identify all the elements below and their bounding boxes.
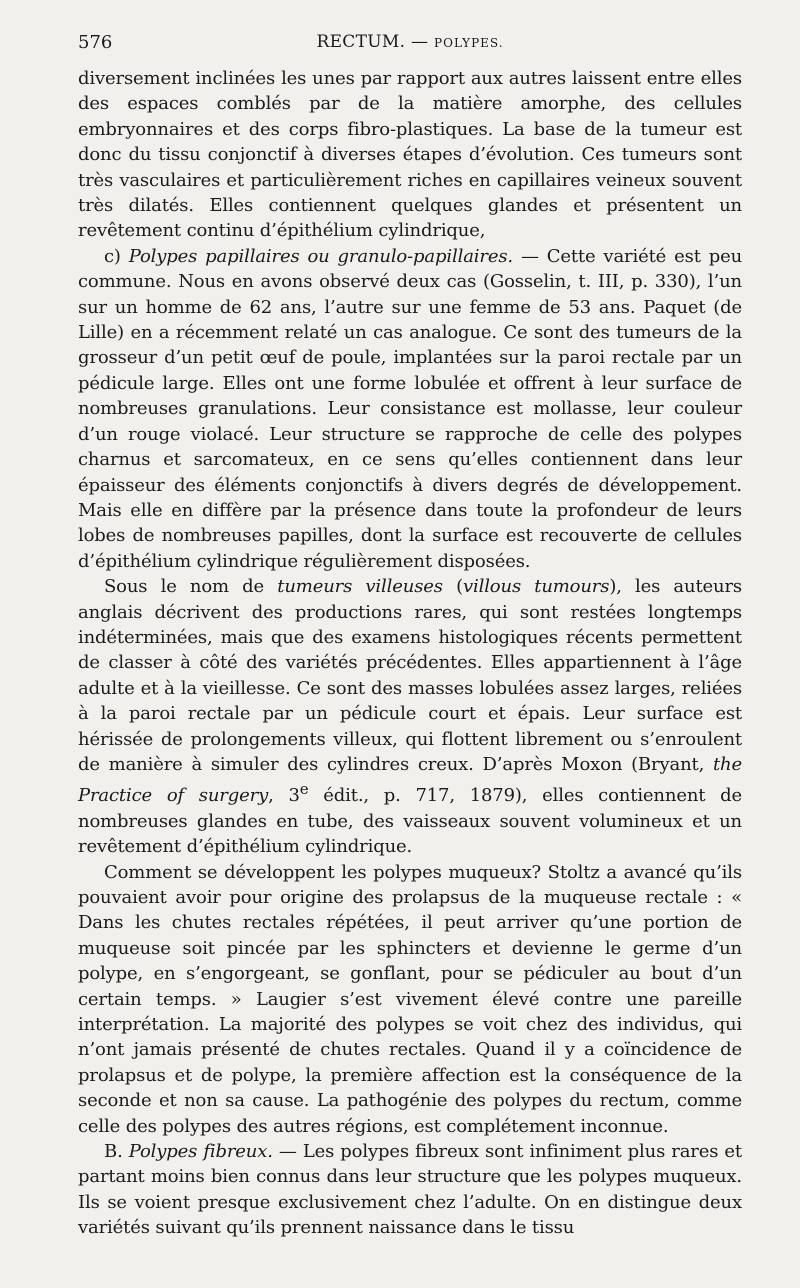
villous-text-4: , 3 xyxy=(268,785,300,807)
paragraph-papillary-polyps xyxy=(78,244,742,574)
body-text xyxy=(78,66,742,1241)
paragraph-continuation: diversement inclinées les unes par rapport aux autres laissent entre elles des espaces comblés par de la matière amorphe, des cellules embryonnaires et des corps fibro-plastiques. La base de la tumeur est donc du tissu conjonctif à diverses étapes d’évolution. Ces tumeurs sont très vasculaires et particulièrement riches en capillaires veineux souvent très dilatés. Elles contiennent quelques glandes et présentent un revêtement continu d’épithélium cylindrique, xyxy=(78,68,742,242)
section-title-fibrous: Polypes fibreux. xyxy=(128,1141,273,1163)
paragraph-fibrous-polyps xyxy=(78,1139,742,1241)
paragraph-development: Comment se développent les polypes muqueux? Stoltz a avancé qu’ils pouvaient avoir pour origine des prolapsus de la muqueuse rectale : « Dans les chutes rectales répétées, il peut arriver qu’une portion de muqueuse soit pincée par les sphincters et devienne le germe d’un polype, en s’engorgeant, se gonflant, pour se pédiculer au bout d’un certain temps. » Laugier s’est vivement élevé contre une pareille interprétation. La majorité des polypes se voit chez des individus, qui n’ont jamais présenté de chutes rectales. Quand il y a coïncidence de prolapsus et de polype, la première affection est la conséquence de la seconde et non sa cause. La pathogénie des polypes du rectum, comme celle des polypes des autres régions, est complétement inconnue. xyxy=(78,861,742,1137)
villous-term-fr: tumeurs villeuses xyxy=(277,576,443,598)
running-head-title: RECTUM. xyxy=(316,32,406,52)
running-head-subtitle: POLYPES. xyxy=(434,36,504,50)
section-label-c: c) xyxy=(104,245,121,267)
page-number: 576 xyxy=(78,32,113,53)
section-label-b: B. xyxy=(104,1141,123,1163)
villous-term-en: villous tumours xyxy=(462,576,610,598)
villous-text-1: Sous le nom de xyxy=(104,576,278,598)
villous-text-5: édit., p. 717, 1879), elles contiennent de nombreuses glandes en tube, des vaisseaux souvent volumineux et un revêtement d’épithélium cylindrique. xyxy=(78,785,742,858)
paragraph-papillary-body: — Cette variété est peu commune. Nous en avons observé deux cas (Gosselin, t. III, p. 330), l’un sur un homme de 62 ans, l’autre sur une femme de 53 ans. Paquet (de Lille) en a récemment relaté un cas analogue. Ce sont des tumeurs de la grosseur d’un petit œuf de poule, implantées sur la paroi rectale par un pédicule large. Elles ont une forme lobulée et offrent à leur surface de nombreuses granulations. Leur consistance est mollasse, leur couleur d’un rouge violacé. Leur structure se rapproche de celle des polypes charnus et sarcomateux, en ce sens qu’elles contiennent dans leur épaisseur des éléments conjonctifs à divers degrés de développement. Mais elle en diffère par la présence dans toute la profondeur de leurs lobes de nombreuses papilles, dont la surface est recouverte de cellules d’épithélium cylindrique régulièrement disposées. xyxy=(78,245,743,572)
running-head-dash: — xyxy=(411,32,429,52)
villous-text-2: ( xyxy=(442,576,463,598)
paragraph-fibrous-body: — Les polypes fibreux sont infiniment plus rares et partant moins bien connus dans leur structure que les polypes muqueux. Ils se voient presque exclusivement chez l’adulte. On en distingue deux variétés suivant qu’ils prennent naissance dans le tissu xyxy=(78,1141,742,1239)
paragraph-villous-tumours xyxy=(78,574,742,859)
running-head xyxy=(78,32,742,52)
section-title-papillary: Polypes papillaires ou granulo-papillaires. xyxy=(128,245,514,267)
villous-edition-sup: e xyxy=(299,780,309,799)
book-page xyxy=(78,26,742,1241)
page-header xyxy=(78,26,742,56)
villous-book-title: the Practice of surgery xyxy=(78,753,742,807)
villous-text-3: ), les auteurs anglais décrivent des productions rares, qui sont restées longtemps indéterminées, mais que des examens histologiques récents permettent de classer à côté des variétés précédentes. Elles appartiennent à l’âge adulte et à la vieillesse. Ce sont des masses lobulées assez larges, reliées à la paroi rectale par un pédicule court et épais. Leur surface est hérissée de prolongements villeux, qui flottent librement ou s’enroulent de manière à simuler des cylindres creux. D’après Moxon (Bryant, xyxy=(78,576,743,775)
